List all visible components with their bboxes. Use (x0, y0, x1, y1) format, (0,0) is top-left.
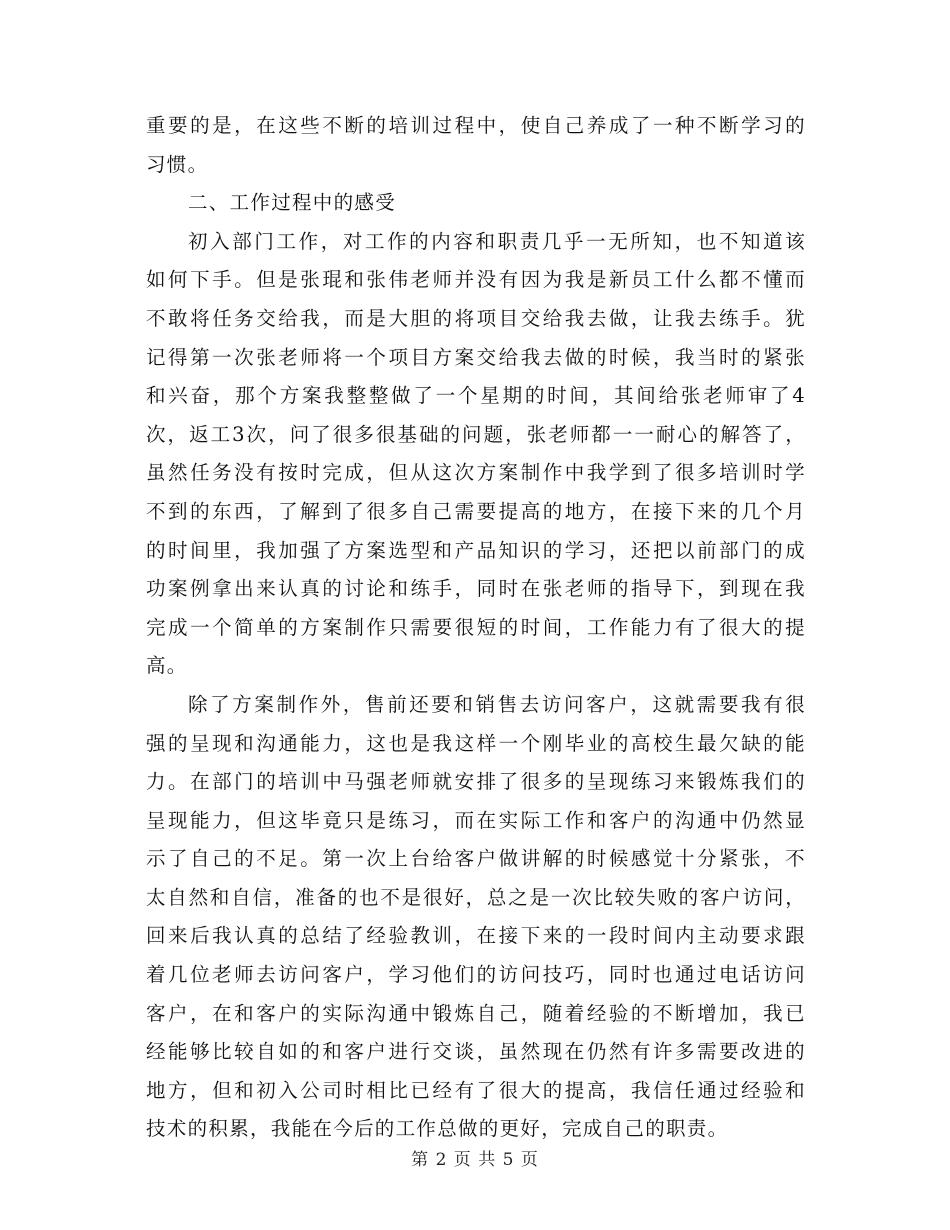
text-line: 力。在部门的培训中马强老师就安排了很多的呈现练习来锻炼我们的 (146, 770, 806, 794)
text-line: 不到的东西，了解到了很多自己需要提高的地方，在接下来的几个月 (146, 499, 806, 523)
text-line: 强的呈现和沟通能力，这也是我这样一个刚毕业的高校生最欠缺的能 (146, 731, 806, 755)
page-number: 第 2 页 共 5 页 (411, 1150, 539, 1170)
section-heading: 二、工作过程中的感受 (188, 191, 397, 215)
text-line: 功案例拿出来认真的讨论和练手，同时在张老师的指导下，到现在我 (146, 577, 806, 601)
text-line: 初入部门工作，对工作的内容和职责几乎一无所知，也不知道该 (188, 229, 806, 253)
text-line: 经能够比较自如的和客户进行交谈，虽然现在仍然有许多需要改进的 (146, 1040, 806, 1064)
text-line: 着几位老师去访问客户，学习他们的访问技巧，同时也通过电话访问 (146, 963, 806, 987)
text-line: 如何下手。但是张琨和张伟老师并没有因为我是新员工什么都不懂而 (146, 268, 806, 292)
text-line: 技术的积累，我能在今后的工作总做的更好，完成自己的职责。 (146, 1117, 729, 1141)
text-line: 呈现能力，但这毕竟只是练习，而在实际工作和客户的沟通中仍然显 (146, 808, 806, 832)
text-line: 高。 (146, 654, 188, 678)
text-line: 重要的是，在这些不断的培训过程中，使自己养成了一种不断学习的 (146, 114, 806, 137)
text-line: 的时间里，我加强了方案选型和产品知识的学习，还把以前部门的成 (146, 538, 806, 562)
text-line: 习惯。 (146, 152, 209, 176)
text-line: 客户，在和客户的实际沟通中锻炼自己，随着经验的不断增加，我已 (146, 1001, 806, 1025)
text-line: 不敢将任务交给我，而是大胆的将项目交给我去做，让我去练手。犹 (146, 306, 806, 330)
text-line: 地方，但和初入公司时相比已经有了很大的提高，我信任通过经验和 (146, 1078, 806, 1102)
text-line: 记得第一次张老师将一个项目方案交给我去做的时候，我当时的紧张 (146, 345, 806, 369)
text-line: 回来后我认真的总结了经验教训，在接下来的一段时间内主动要求跟 (146, 924, 806, 948)
text-line: 次，返工3次，问了很多很基础的问题，张老师都一一耐心的解答了， (146, 422, 806, 446)
body-text (146, 107, 806, 1149)
text-line: 完成一个简单的方案制作只需要很短的时间，工作能力有了很大的提 (146, 615, 806, 639)
text-line: 太自然和自信，准备的也不是很好，总之是一次比较失败的客户访问， (146, 885, 806, 909)
text-line: 示了自己的不足。第一次上台给客户做讲解的时候感觉十分紧张，不 (146, 847, 806, 871)
text-line: 除了方案制作外，售前还要和销售去访问客户，这就需要我有很 (188, 692, 806, 716)
text-line: 和兴奋，那个方案我整整做了一个星期的时间，其间给张老师审了4 (146, 384, 806, 408)
text-line: 虽然任务没有按时完成，但从这次方案制作中我学到了很多培训时学 (146, 461, 806, 485)
